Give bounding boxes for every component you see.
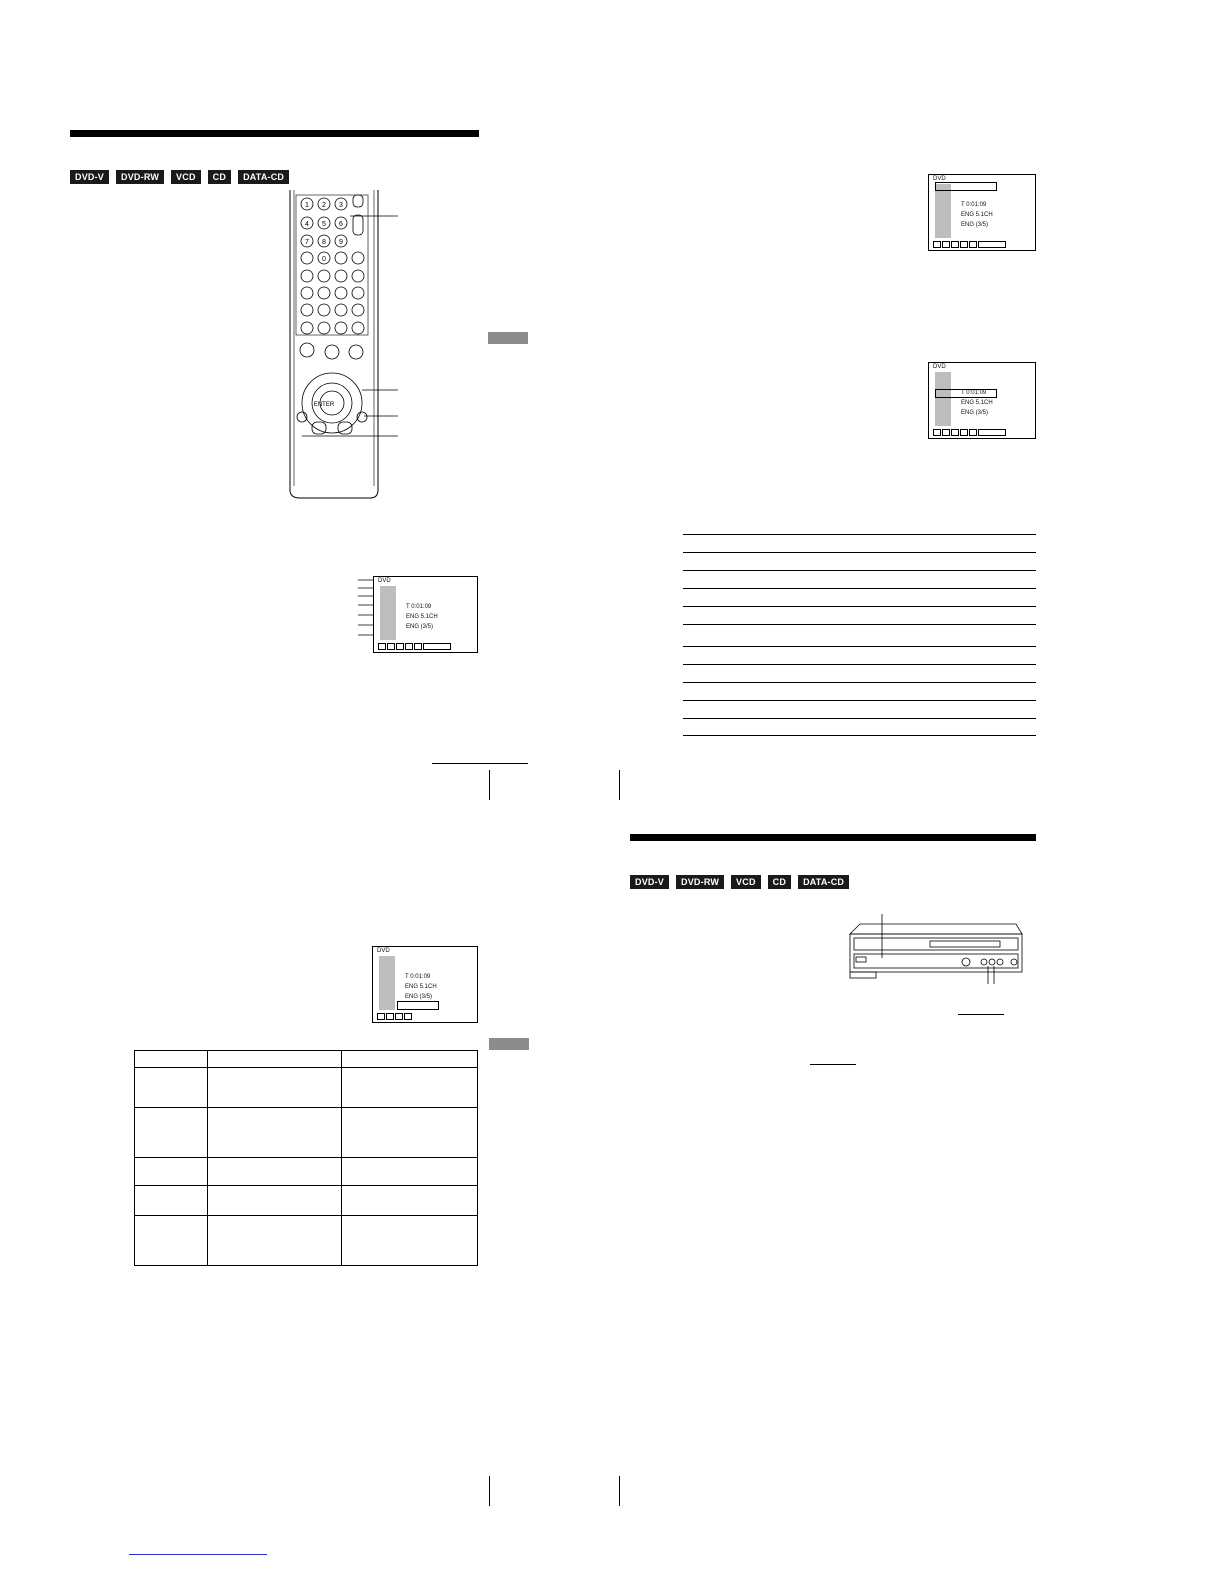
osd-highlight-box xyxy=(935,182,997,191)
remote-control-illustration xyxy=(280,190,400,500)
section-index-tab xyxy=(488,332,528,344)
osd-status-bar xyxy=(933,429,1006,436)
tag-cd: CD xyxy=(208,170,231,184)
osd-time: T 0:01:09 xyxy=(961,202,987,208)
svg-text:4: 4 xyxy=(305,221,309,228)
osd-time: T 0:01:09 xyxy=(961,390,987,396)
svg-text:1: 1 xyxy=(305,202,309,209)
osd-disc-type: DVD xyxy=(933,176,946,182)
tag-dvd-v: DVD-V xyxy=(630,875,669,889)
osd-disc-type: DVD xyxy=(933,364,946,370)
osd-icon-column xyxy=(935,372,951,426)
osd-time: T 0:01:09 xyxy=(406,604,432,610)
tag-vcd: VCD xyxy=(171,170,201,184)
section-heading-rule-2 xyxy=(630,834,1036,841)
tag-cd: CD xyxy=(768,875,791,889)
osd-control-menu-screen xyxy=(373,576,478,653)
tag-dvd-rw: DVD-RW xyxy=(676,875,724,889)
osd-subtitle: ENG (3/5) xyxy=(406,624,434,630)
continued-rule-3 xyxy=(810,1064,856,1065)
osd-icon-column xyxy=(935,184,951,238)
osd-subtitle: ENG (3/5) xyxy=(405,994,433,1000)
tag-dvd-rw: DVD-RW xyxy=(116,170,164,184)
continued-rule xyxy=(432,763,528,764)
osd-subtitle: ENG (3/5) xyxy=(961,222,989,228)
osd-items-table xyxy=(683,534,1036,736)
section-heading-rule xyxy=(70,130,479,137)
osd-subtitle: ENG (3/5) xyxy=(961,410,989,416)
osd-disc-type: DVD xyxy=(377,948,390,954)
player-front-panel-illustration xyxy=(846,914,1026,994)
osd-status-bar xyxy=(377,1013,412,1020)
svg-text:8: 8 xyxy=(322,239,326,246)
osd-screen-time-select xyxy=(928,362,1036,439)
tag-data-cd: DATA-CD xyxy=(238,170,289,184)
osd-time: T 0:01:09 xyxy=(405,974,431,980)
osd-status-bar xyxy=(378,643,451,650)
settings-table xyxy=(134,1050,478,1266)
osd-icon-column xyxy=(379,956,395,1010)
page-fold-left-bottom xyxy=(489,1476,490,1506)
svg-text:7: 7 xyxy=(305,239,309,246)
footer-link-underline[interactable] xyxy=(129,1554,267,1555)
disc-type-tags-2 xyxy=(630,875,849,889)
section-index-tab-2 xyxy=(489,1038,529,1050)
osd-highlight-box xyxy=(397,1001,439,1010)
osd-audio: ENG 5.1CH xyxy=(405,984,437,990)
disc-type-tags xyxy=(70,170,289,184)
svg-text:9: 9 xyxy=(339,239,343,246)
enter-key-label: ENTER xyxy=(313,402,335,408)
tag-data-cd: DATA-CD xyxy=(798,875,849,889)
svg-text:3: 3 xyxy=(339,202,343,209)
page-fold-right-bottom xyxy=(619,1476,620,1506)
osd-screen-title-select xyxy=(928,174,1036,251)
page-fold-right xyxy=(619,770,620,800)
osd-audio: ENG 5.1CH xyxy=(961,400,993,406)
tag-vcd: VCD xyxy=(731,875,761,889)
svg-text:0: 0 xyxy=(322,256,326,263)
page-fold-left xyxy=(489,770,490,800)
osd-icon-column xyxy=(380,586,396,640)
continued-rule-2 xyxy=(958,1014,1004,1015)
osd-disc-type: DVD xyxy=(378,578,391,584)
osd-audio: ENG 5.1CH xyxy=(406,614,438,620)
svg-text:6: 6 xyxy=(339,221,343,228)
osd-status-bar xyxy=(933,241,1006,248)
tag-dvd-v: DVD-V xyxy=(70,170,109,184)
osd-control-menu-screen-2 xyxy=(372,946,478,1023)
svg-text:5: 5 xyxy=(322,221,326,228)
osd-audio: ENG 5.1CH xyxy=(961,212,993,218)
svg-text:2: 2 xyxy=(322,202,326,209)
